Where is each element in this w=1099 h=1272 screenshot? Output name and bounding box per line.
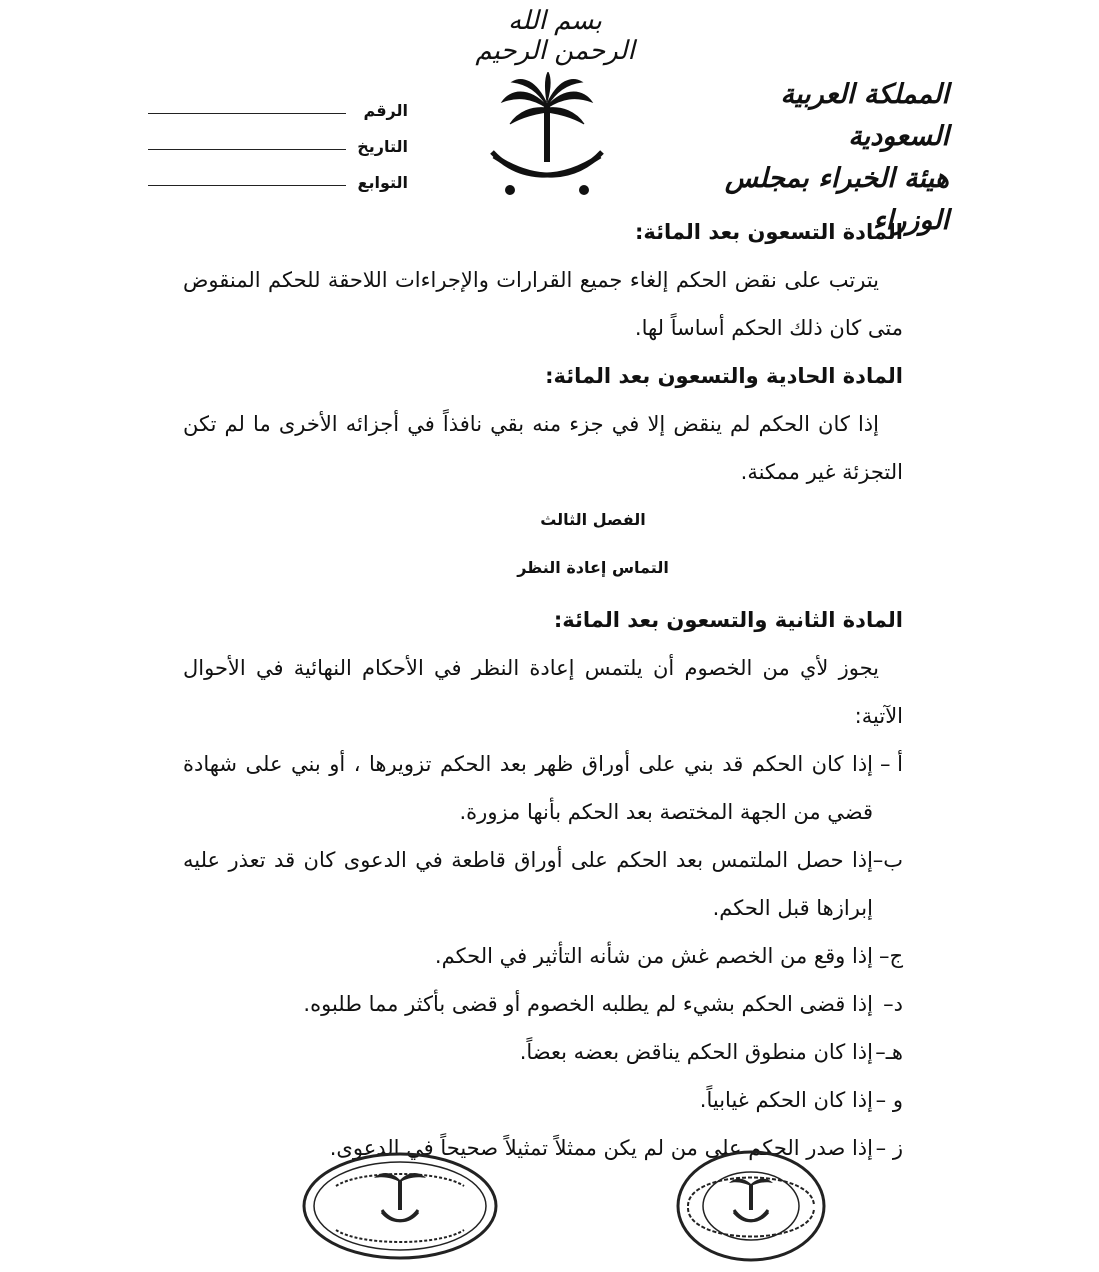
list-item-text: إذا كان منطوق الحكم يناقض بعضه بعضاً. bbox=[519, 1040, 873, 1064]
list-item bbox=[183, 980, 903, 1028]
chapter-number: الفصل الثالث bbox=[540, 510, 646, 529]
ref-attachments-row bbox=[148, 156, 408, 192]
list-item-letter: ز – bbox=[875, 1136, 903, 1160]
article-190-text: يترتب على نقض الحكم إلغاء جميع القرارات والإجراءات اللاحقة للحكم المنقوض متى كان ذلك الحكم أساساً لها. bbox=[183, 268, 903, 340]
list-item-letter: أ – bbox=[879, 752, 903, 776]
article-192-heading: المادة الثانية والتسعون بعد المائة: bbox=[553, 608, 903, 632]
chapter-title: التماس إعادة النظر bbox=[517, 558, 669, 577]
list-item bbox=[183, 740, 903, 836]
article-191-heading: المادة الحادية والتسعون بعد المائة: bbox=[545, 364, 903, 388]
article-190-heading: المادة التسعون بعد المائة: bbox=[634, 220, 903, 244]
ref-number-row bbox=[148, 84, 408, 120]
list-item bbox=[183, 1028, 903, 1076]
list-item bbox=[183, 836, 903, 932]
official-seal-right-icon bbox=[674, 1148, 828, 1264]
org-line-2: هيئة الخبراء بمجلس الوزراء bbox=[724, 163, 949, 236]
list-item-text: إذا كان الحكم غيابياً. bbox=[699, 1088, 873, 1112]
ref-date-line bbox=[148, 148, 346, 150]
org-line-1: المملكة العربية السعودية bbox=[780, 79, 949, 152]
article-192-text: يجوز لأي من الخصوم أن يلتمس إعادة النظر في الأحكام النهائية في الأحوال الآتية: bbox=[183, 656, 903, 728]
reference-fields bbox=[148, 84, 408, 192]
ref-date-label: التاريخ bbox=[357, 137, 408, 156]
list-item bbox=[183, 932, 903, 980]
list-item-letter: ب– bbox=[872, 848, 903, 872]
list-item-text: إذا قضى الحكم بشيء لم يطلبه الخصوم أو قضى بأكثر مما طلبوه. bbox=[303, 992, 873, 1016]
article-191-text: إذا كان الحكم لم ينقض إلا في جزء منه بقي نافذاً في أجزائه الأخرى ما لم تكن التجزئة غير ممكنة. bbox=[183, 412, 903, 484]
list-item-letter: د– bbox=[883, 992, 903, 1016]
official-seal-left-icon bbox=[300, 1150, 500, 1262]
list-item-text: إذا وقع من الخصم غش من شأنه التأثير في الحكم. bbox=[434, 944, 873, 968]
list-item-letter: و – bbox=[875, 1088, 903, 1112]
ref-date-row bbox=[148, 120, 408, 156]
ref-number-label: الرقم bbox=[363, 101, 408, 120]
ref-number-line bbox=[148, 112, 346, 114]
ref-attachments-line bbox=[148, 184, 346, 186]
list-item-text: إذا حصل الملتمس بعد الحكم على أوراق قاطعة في الدعوى كان قد تعذر عليه إبرازها قبل الحكم. bbox=[183, 848, 873, 920]
list-item-text: إذا كان الحكم قد بني على أوراق ظهر بعد الحكم تزويرها ، أو بني على شهادة قضي من الجهة المختصة بعد الحكم بأنها مزورة. bbox=[183, 752, 873, 824]
list-item-letter: ج– bbox=[878, 944, 903, 968]
basmala: بسم الله الرحمن الرحيم bbox=[475, 6, 635, 66]
list-item bbox=[183, 1076, 903, 1124]
ref-attachments-label: التوابع bbox=[357, 173, 408, 192]
saudi-emblem-icon bbox=[488, 72, 606, 202]
list-item-text: إذا صدر الحكم على من لم يكن ممثلاً تمثيلاً صحيحاً في الدعوى. bbox=[329, 1136, 873, 1160]
list-item-letter: هـ– bbox=[875, 1040, 903, 1064]
document-body bbox=[183, 208, 903, 1172]
